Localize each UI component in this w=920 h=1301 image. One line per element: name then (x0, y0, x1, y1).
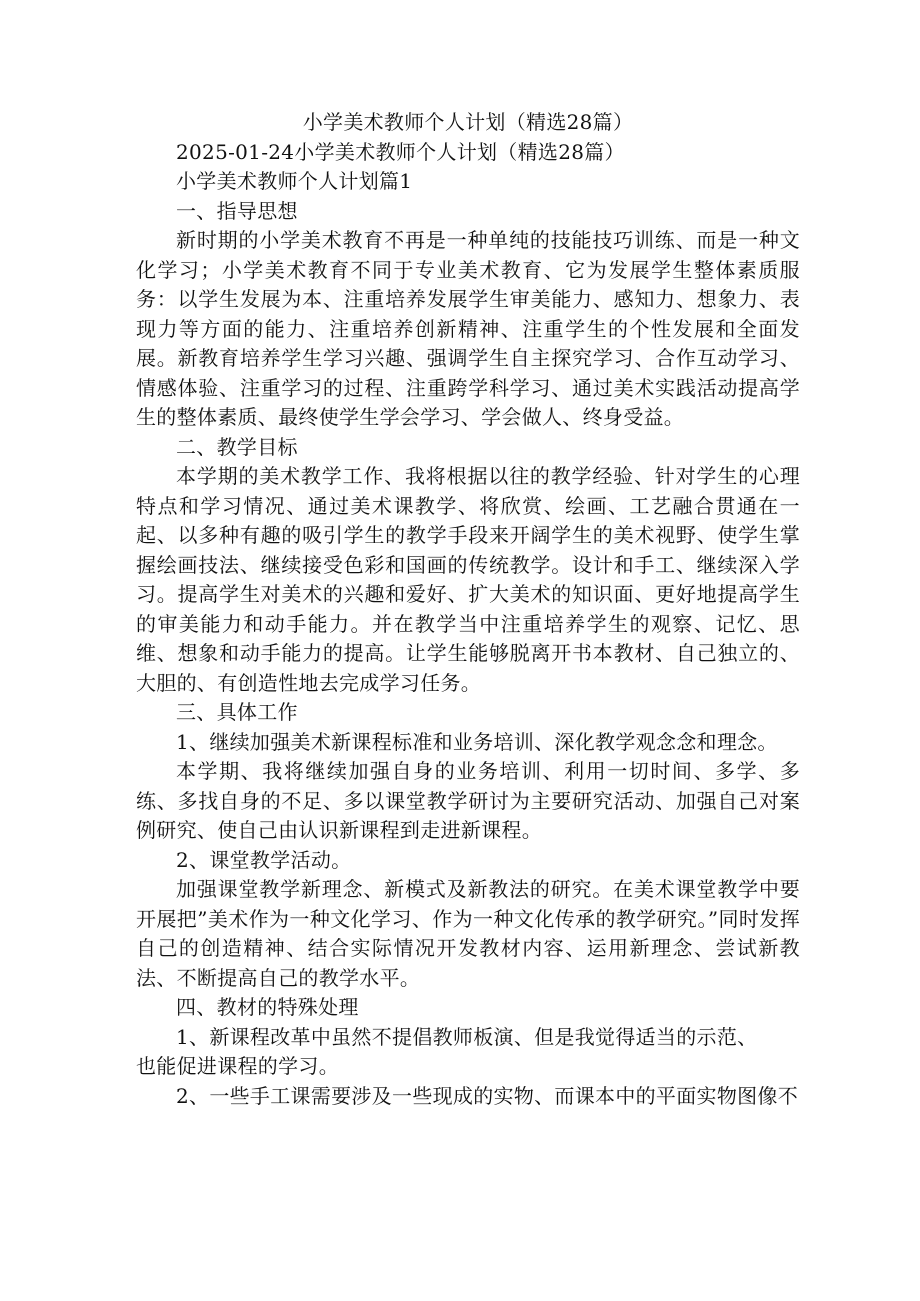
section-2-paragraph-1: 本学期的美术教学工作、我将根据以往的教学经验、针对学生的心理特点和学习情况、通过美术课教学、将欣赏、绘画、工艺融合贯通在一起、以多种有趣的吸引学生的教学手段来开阔学生的美术视野、使学生掌握绘画技法、继续接受色彩和国画的传统教学。设计和手工、继续深入学习。提高学生对美术的兴趣和爱好、扩大美术的知识面、更好地提高学生的审美能力和动手能力。并在教学当中注重培养学生的观察、记忆、思维、想象和动手能力的提高。让学生能够脱离开书本教材、自己独立的、大胆的、有创造性地去完成学习任务。 (136, 464, 800, 695)
document-body (136, 108, 800, 1111)
section-3-paragraph-1: 本学期、我将继续加强自身的业务培训、利用一切时间、多学、多练、多找自身的不足、多以课堂教学研讨为主要研究活动、加强自己对案例研究、使自己由认识新课程到走进新课程。 (136, 759, 800, 842)
section-3-item-1: 1、继续加强美术新课程标准和业务培训、深化教学观念念和理念。 (176, 729, 778, 754)
section-3-paragraph-2: 加强课堂教学新理念、新模式及新教法的研究。在美术课堂教学中要开展把”美术作为一种文化学习、作为一种文化传承的教学研究。”同时发挥自己的创造精神、结合实际情况开发教材内容、运用新理念、尝试新教法、不断提高自己的教学水平。 (136, 877, 800, 990)
section-4-item-1-line-1: 1、新课程改革中虽然不提倡教师板演、但是我觉得适当的示范、 (176, 1024, 758, 1049)
section-4-item-1-line-2: 也能促进课程的学习。 (136, 1054, 339, 1078)
section-3-item-2: 2、课堂教学活动。 (176, 847, 352, 872)
section-heading-3: 三、具体工作 (176, 700, 298, 724)
document-title: 小学美术教师个人计划（精选28篇） (302, 110, 634, 134)
section-1-paragraph-1: 新时期的小学美术教育不再是一种单纯的技能技巧训练、而是一种文化学习；小学美术教育不同于专业美术教育、它为发展学生整体素质服务：以学生发展为本、注重培养发展学生审美能力、感知力、想象力、表现力等方面的能力、注重培养创新精神、注重学生的个性发展和全面发展。新教育培养学生学习兴趣、强调学生自主探究学习、合作互动学习、情感体验、注重学习的过程、注重跨学科学习、通过美术实践活动提高学生的整体素质、最终使学生学会学习、学会做人、终身受益。 (136, 228, 800, 429)
chapter-heading: 小学美术教师个人计划篇1 (176, 169, 413, 193)
section-heading-4: 四、教材的特殊处理 (176, 995, 359, 1019)
section-4-item-2: 2、一些手工课需要涉及一些现成的实物、而课本中的平面实物图像不 (176, 1083, 799, 1108)
section-heading-2: 二、教学目标 (176, 434, 298, 459)
dated-title: 2025-01-24小学美术教师个人计划（精选28篇） (176, 139, 625, 164)
section-heading-1: 一、指导思想 (176, 198, 298, 223)
